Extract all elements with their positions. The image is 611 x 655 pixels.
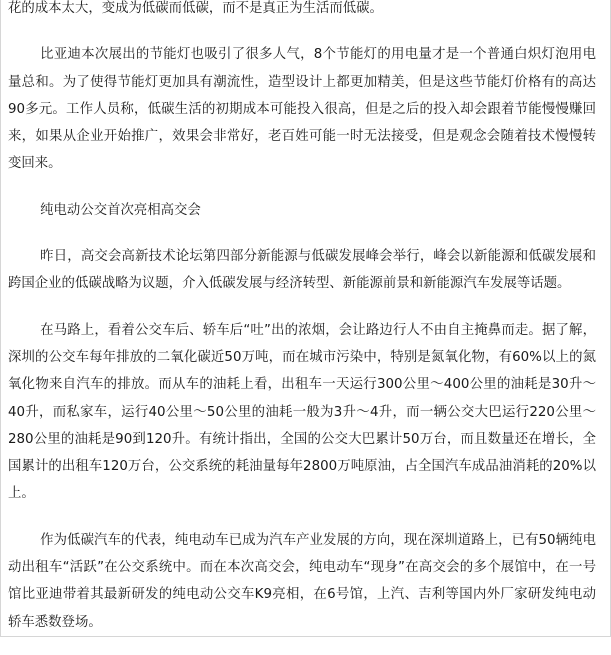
section-heading: 纯电动公交首次亮相高交会: [40, 202, 201, 218]
article-paragraph: 花的成本太大，变成为低碳而低碳，而不是真正为生活而低碳。: [8, 1, 383, 16]
article-paragraph: 在马路上，看着公交车后、轿车后“吐”出的浓烟，会让路边行人不由自主掩鼻而走。据了解，深圳的公交车每年排放的二氧化碳近50万吨，而在城市污染中，特别是氮氧化物，有60%以上的氮氧化物来自汽车的排放。而从车的油耗上看，出租车一天运行300公里～400公里的油耗是30升～40升，而私家车，运行40公里～50公里的油耗一般为3升～4升，而一辆公交大巴运行220公里～280公里的油耗是90到120升。有统计指出，全国的公交大巴累计50万台，而且数量还在增长，全国累计的出租车120万台，公交系统的耗油量每年2800万吨原油，占全国汽车成品油消耗的20%以上。: [8, 322, 596, 502]
article-body: [8, 0, 596, 655]
article-paragraph: 作为低碳汽车的代表，纯电动车已成为汽车产业发展的方向，现在深圳道路上，已有50辆纯电动出租车“活跃”在公交系统中。而在本次高交会，纯电动车“现身”在高交会的多个展馆中，在一号馆比亚迪带着其最新研发的纯电动公交车K9亮相，在6号馆，上汽、吉利等国内外厂家研发纯电动轿车悉数登场。: [8, 532, 596, 630]
article-paragraph: 比亚迪本次展出的节能灯也吸引了很多人气，8个节能灯的用电量才是一个普通白炽灯泡用电量总和。为了使得节能灯更加具有潮流性，造型设计上都更加精美，但是这些节能灯价格有的高达90多元。工作人员称，低碳生活的初期成本可能投入很高，但是之后的投入却会跟着节能慢慢赚回来，如果从企业开始推广，效果会非常好，老百姓可能一时无法接受，但是观念会随着技术慢慢转变回来。: [8, 47, 596, 172]
article-paragraph: 昨日，高交会高新技术论坛第四部分新能源与低碳发展峰会举行，峰会以新能源和低碳发展和跨国企业的低碳战略为议题，介入低碳发展与经济转型、新能源前景和新能源汽车发展等话题。: [8, 249, 596, 292]
